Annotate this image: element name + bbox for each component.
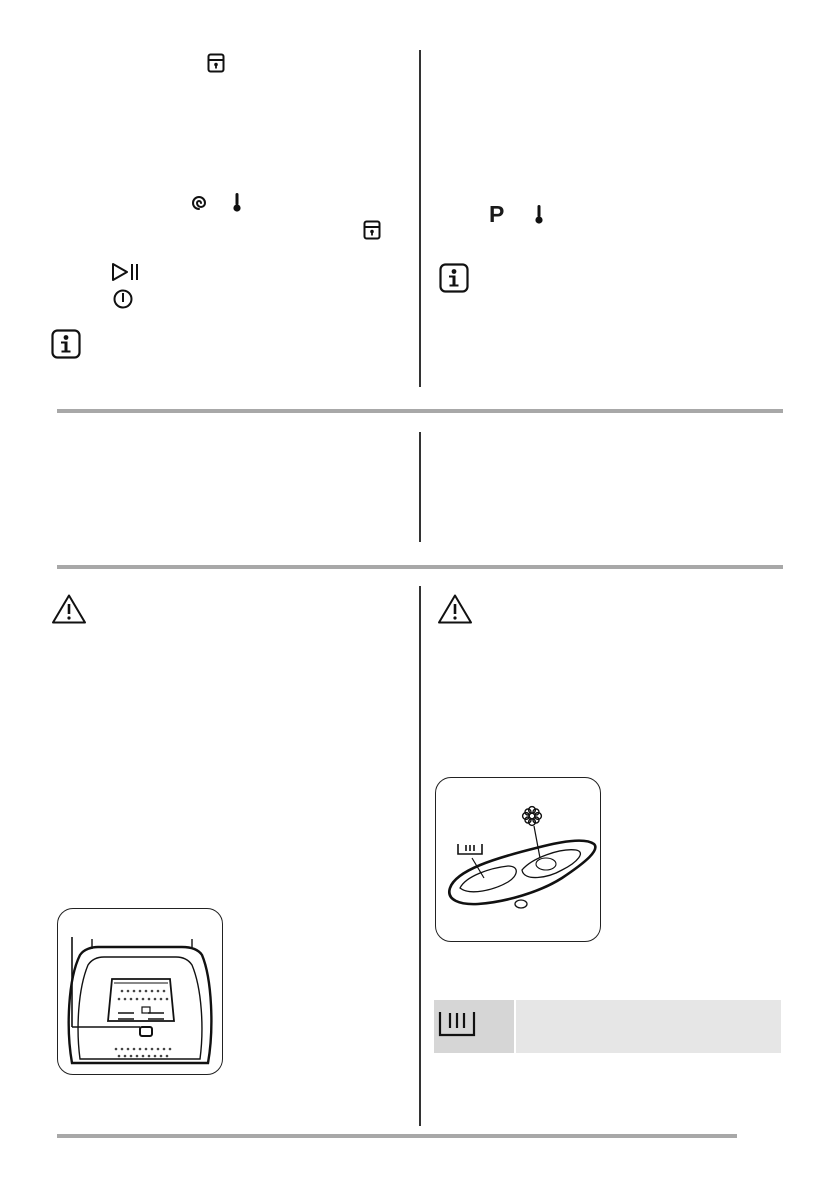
dispenser-illustration	[435, 777, 601, 942]
section-rule	[57, 409, 783, 413]
warning-icon	[51, 593, 87, 625]
column-divider-middle	[419, 432, 421, 542]
temperature-icon	[533, 203, 545, 225]
prewash-compartment-icon	[434, 1000, 514, 1053]
table-symbol-cell	[434, 1000, 514, 1053]
info-icon	[51, 329, 81, 359]
info-icon	[439, 263, 469, 293]
door-lock-icon	[363, 220, 381, 240]
flower-softener-icon	[523, 807, 542, 826]
drum-illustration	[57, 908, 223, 1075]
table-description-cell	[516, 1000, 781, 1053]
prewash-compartment-icon	[458, 844, 482, 854]
spin-icon	[189, 193, 209, 213]
temperature-icon	[231, 191, 243, 213]
door-lock-icon	[207, 53, 225, 73]
section-rule	[57, 565, 783, 569]
on-off-icon	[112, 288, 134, 310]
start-pause-icon	[111, 262, 141, 282]
column-divider-bottom	[419, 586, 421, 1126]
column-divider-top	[419, 50, 421, 387]
warning-icon	[437, 593, 473, 625]
footer-rule	[57, 1134, 737, 1138]
program-icon: P	[489, 201, 505, 227]
